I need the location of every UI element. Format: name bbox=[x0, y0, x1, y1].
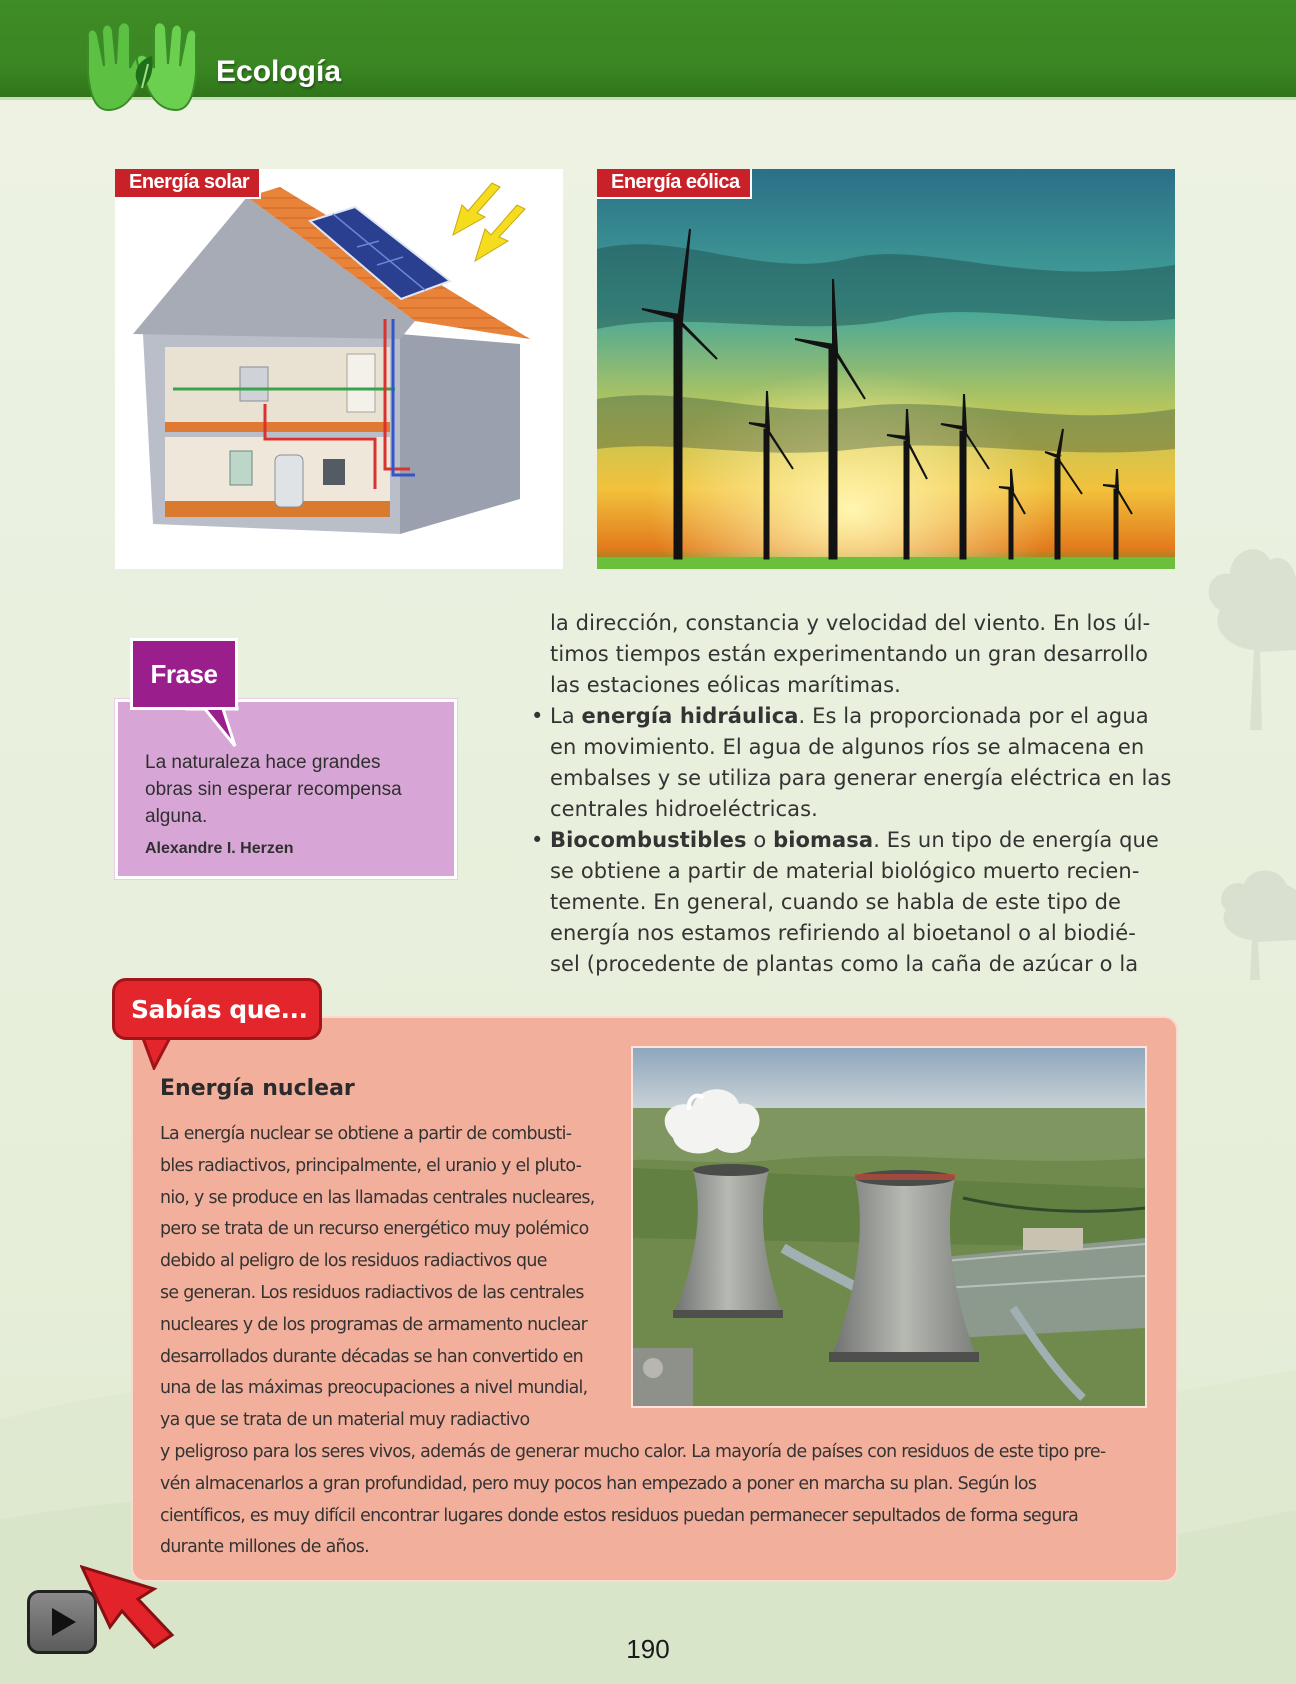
text-line: en movimiento. El agua de algunos ríos se almacena en bbox=[550, 735, 1145, 759]
term-biofuels: Biocombustibles bbox=[550, 828, 747, 852]
play-icon bbox=[44, 1604, 80, 1640]
nuclear-plant-illustration bbox=[633, 1048, 1145, 1406]
solar-house-illustration bbox=[115, 169, 563, 569]
speech-tail-icon bbox=[185, 706, 241, 748]
quote-line: alguna. bbox=[145, 806, 208, 827]
hands-leaf-icon bbox=[80, 18, 204, 118]
text-line: las estaciones eólicas marítimas. bbox=[550, 673, 901, 697]
quote-label: Frase bbox=[130, 638, 238, 710]
did-you-know-badge: Sabías que... bbox=[112, 978, 322, 1040]
info-line: debido al peligro de los residuos radiactivos que bbox=[160, 1251, 547, 1272]
bullet-hydraulic bbox=[531, 701, 1178, 825]
photo-tag-solar: Energía solar bbox=[115, 169, 261, 199]
text-line: . Es un tipo de energía que bbox=[873, 828, 1159, 852]
text-line: timos tiempos están experimentando un gran desarrollo bbox=[550, 642, 1149, 666]
intro-paragraph bbox=[550, 608, 1178, 701]
info-text-left bbox=[160, 1119, 600, 1437]
text-line: temente. En general, cuando se habla de este tipo de bbox=[550, 890, 1122, 914]
info-line: vén almacenarlos a gran profundidad, pero muy pocos han empezado a poner en marcha su plan. Según los bbox=[160, 1473, 1037, 1494]
term-biomass: biomasa bbox=[773, 828, 874, 852]
section-title: Ecología bbox=[216, 55, 342, 88]
info-title: Energía nuclear bbox=[160, 1076, 355, 1101]
term-hydraulic: energía hidráulica bbox=[581, 704, 799, 728]
bullet-biofuels bbox=[531, 825, 1178, 980]
quote-line: La naturaleza hace grandes bbox=[145, 752, 381, 773]
quote-text bbox=[145, 749, 445, 830]
wind-energy-photo bbox=[597, 169, 1175, 569]
photo-tag-wind: Energía eólica bbox=[597, 169, 752, 199]
quote-author: Alexandre I. Herzen bbox=[145, 840, 294, 857]
text-line: o bbox=[746, 828, 774, 852]
info-line: científicos, es muy difícil encontrar lugares donde estos residuos puedan permanecer sepultados de forma segura bbox=[160, 1505, 1079, 1526]
info-line: se generan. Los residuos radiactivos de las centrales bbox=[160, 1282, 584, 1303]
text-line: la dirección, constancia y velocidad del viento. En los úl- bbox=[550, 611, 1151, 635]
info-line: pero se trata de un recurso energético muy polémico bbox=[160, 1219, 589, 1240]
bullet-dot-icon: • bbox=[531, 704, 544, 728]
text-line: centrales hidroeléctricas. bbox=[550, 797, 818, 821]
info-line: La energía nuclear se obtiene a partir de combusti- bbox=[160, 1124, 572, 1144]
info-line: ya que se trata de un material muy radiactivo bbox=[160, 1410, 530, 1431]
solar-energy-photo bbox=[115, 169, 563, 569]
page-number: 190 bbox=[626, 1634, 670, 1664]
info-line: durante millones de años. bbox=[160, 1537, 369, 1558]
info-line: una de las máximas preocupaciones a nivel mundial, bbox=[160, 1378, 588, 1399]
tree-silhouette-icon bbox=[1190, 530, 1296, 730]
nuclear-plant-photo bbox=[631, 1046, 1147, 1408]
info-line: desarrollados durante décadas se han convertido en bbox=[160, 1346, 583, 1367]
info-line: bles radiactivos, principalmente, el uranio y el pluto- bbox=[160, 1155, 582, 1176]
body-text bbox=[531, 608, 1178, 980]
text-line: se obtiene a partir de material biológico muerto recien- bbox=[550, 859, 1140, 883]
info-line: y peligroso para los seres vivos, además de generar mucho calor. La mayoría de países con residuos de este tipo pre- bbox=[160, 1442, 1106, 1462]
text-line: energía nos estamos refiriendo al bioetanol o al biodié- bbox=[550, 921, 1136, 945]
text-line: La bbox=[550, 704, 582, 728]
text-line: sel (procedente de plantas como la caña de azúcar o la bbox=[550, 952, 1139, 976]
tree-silhouette-icon bbox=[1200, 860, 1296, 980]
wind-turbines-illustration bbox=[597, 169, 1175, 569]
quote-line: obras sin esperar recompensa bbox=[145, 779, 402, 800]
bullet-dot-icon: • bbox=[531, 828, 544, 852]
red-arrow-icon bbox=[80, 1565, 180, 1650]
info-line: nucleares y de los programas de armamento nuclear bbox=[160, 1314, 588, 1335]
info-text-full bbox=[160, 1437, 1160, 1564]
text-line: embalses y se utiliza para generar energía eléctrica en las bbox=[550, 766, 1172, 790]
info-line: nio, y se produce en las llamadas centrales nucleares, bbox=[160, 1187, 595, 1208]
text-line: . Es la proporcionada por el agua bbox=[798, 704, 1149, 728]
